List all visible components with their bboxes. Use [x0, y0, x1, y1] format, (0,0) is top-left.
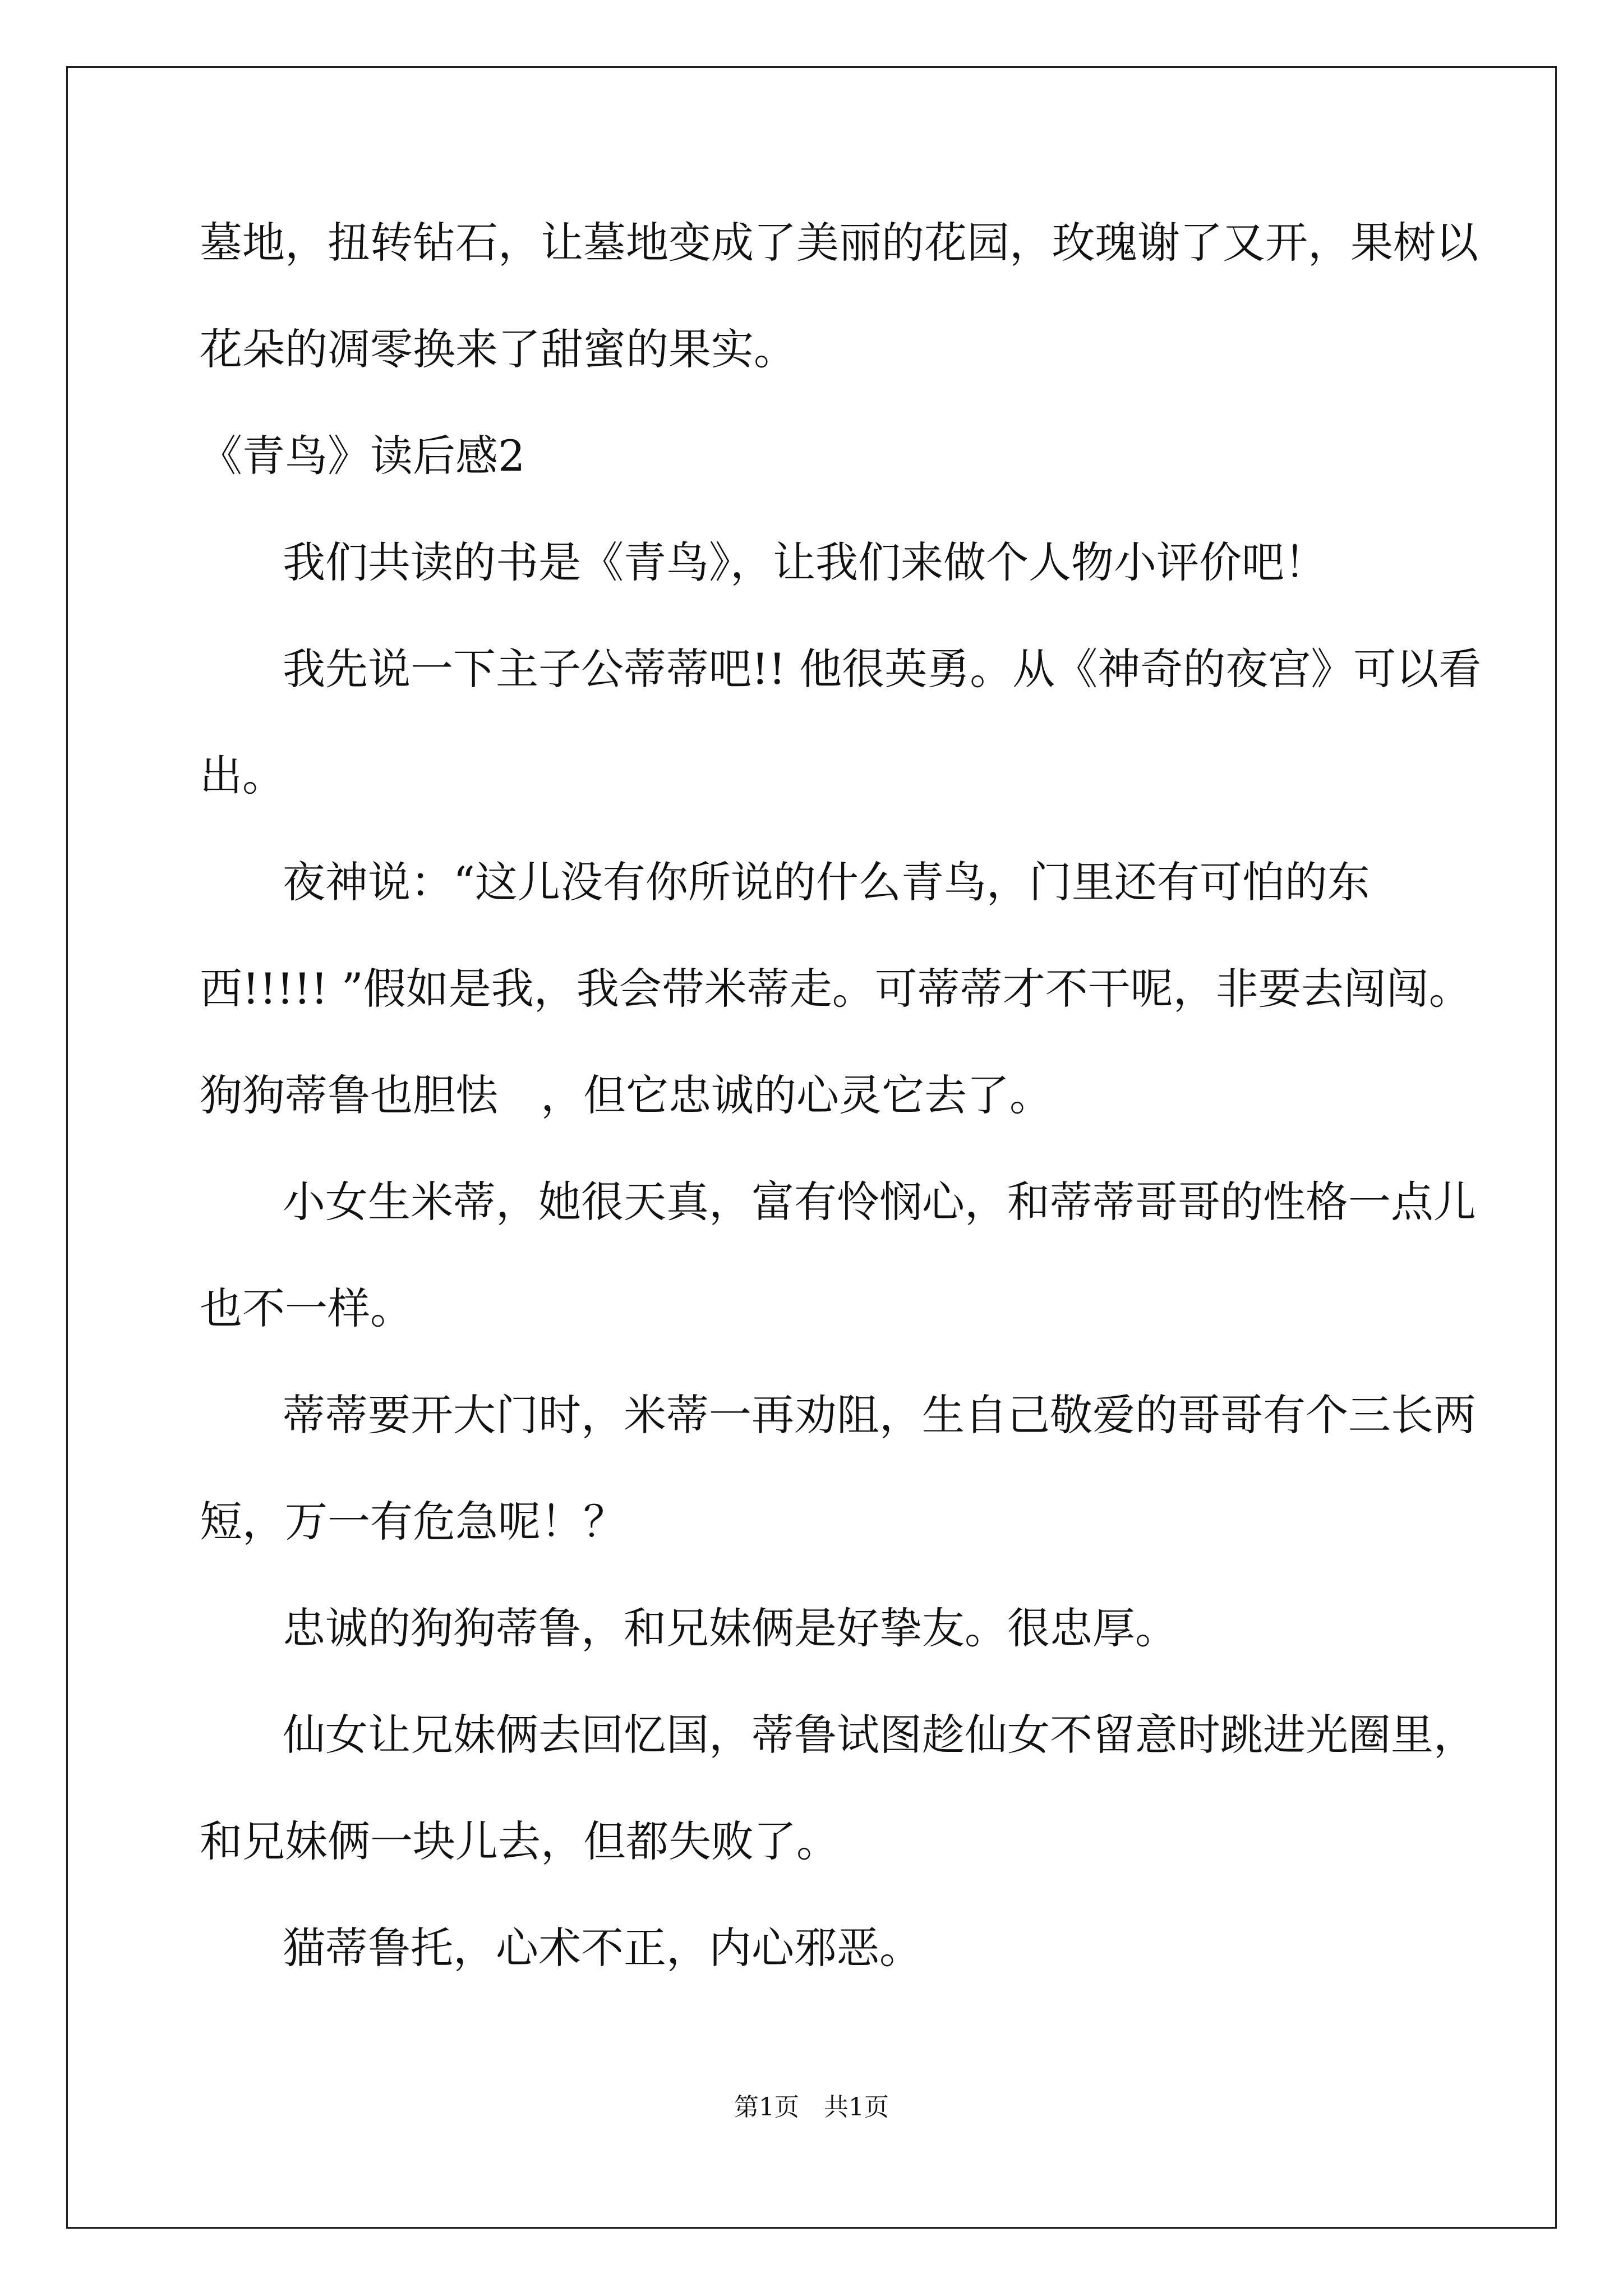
- text-line: 我先说一下主子公蒂蒂吧!! 他很英勇。从《神奇的夜宫》可以看: [283, 644, 1482, 694]
- text-line: 出。: [200, 751, 285, 800]
- section-title: 《青鸟》读后感2: [200, 431, 525, 481]
- text-line: 墓地，扭转钻石，让墓地变成了美丽的花园，玫瑰谢了又开，果树以: [200, 218, 1478, 268]
- text-line: 蒂蒂要开大门时，米蒂一再劝阻，生自己敬爱的哥哥有个三长两: [283, 1390, 1476, 1440]
- page-total: 共1页: [824, 2093, 889, 2122]
- text-line: 仙女让兄妹俩去回忆国，蒂鲁试图趁仙女不留意时跳进光圈里，: [283, 1710, 1476, 1760]
- text-line: 短，万一有危急呢！？: [200, 1497, 626, 1547]
- document-body: [200, 212, 1490, 2024]
- text-line: 也不一样。: [200, 1283, 413, 1333]
- text-line: 花朵的凋零换来了甜蜜的果实。: [200, 324, 796, 374]
- text-line: 狗狗蒂鲁也胆怯 ，但它忠诚的心灵它去了。: [200, 1070, 1052, 1120]
- text-line: 猫蒂鲁托，心术不正，内心邪恶。: [283, 1923, 922, 1973]
- text-line: 忠诚的狗狗蒂鲁，和兄妹俩是好挚友。很忠厚。: [283, 1603, 1178, 1653]
- page-footer: [0, 2087, 1623, 2123]
- text-line: 小女生米蒂，她很天真，富有怜悯心，和蒂蒂哥哥的性格一点儿: [283, 1177, 1476, 1227]
- text-line: 西!!!!! ”假如是我，我会带米蒂走。可蒂蒂才不干呢，非要去闯闯。: [200, 964, 1472, 1014]
- page-number: 第1页: [734, 2093, 799, 2122]
- text-line: 和兄妹俩一块儿去，但都失败了。: [200, 1816, 839, 1866]
- text-line: 我们共读的书是《青鸟》，让我们来做个人物小评价吧！: [283, 537, 1327, 587]
- text-line: 夜神说：“这儿没有你所说的什么青鸟，门里还有可怕的东: [283, 857, 1370, 907]
